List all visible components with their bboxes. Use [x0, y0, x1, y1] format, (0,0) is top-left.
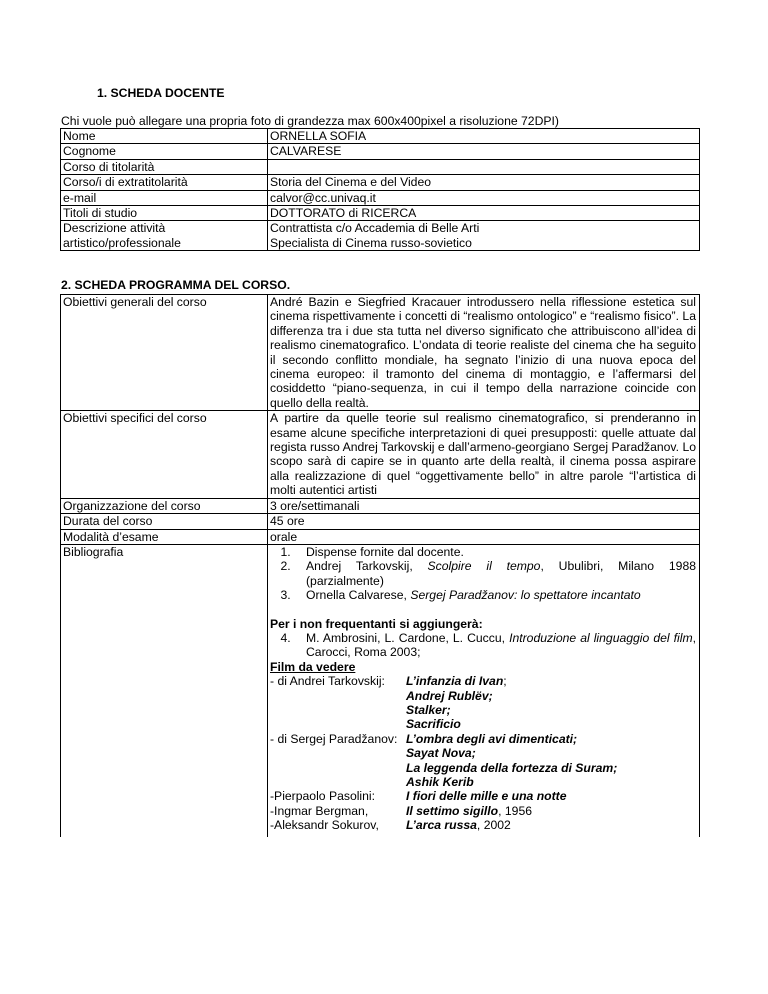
table-row: [61, 129, 700, 144]
row-value: Storia del Cinema e del Video: [268, 175, 700, 190]
film-group-sokurov: [270, 818, 696, 832]
table-row: [61, 544, 700, 836]
list-item: 2. Andrej Tarkovskij, Scolpire il tempo, Ubulibri, Milano 1988 (parzialmente): [294, 559, 696, 588]
row-value: [268, 159, 700, 174]
row-value: 3 ore/settimanali: [268, 498, 700, 513]
row-label: Cognome: [61, 144, 268, 159]
non-frequentanti-heading: Per i non frequentanti si aggiungerà:: [270, 616, 483, 631]
list-item: 3. Ornella Calvarese, Sergej Paradžanov: lo spettatore incantato: [294, 588, 696, 602]
director-label: - di Andrei Tarkovskij:: [270, 674, 385, 689]
obiettivi-specifici-text: A partire da quelle teorie sul realismo cinematografico, si prenderanno in esame alcune specifiche interpretazioni di quei presupposti: quelle attuate dal regista russo Andrej Tarkovskij e dall’armeno-georgiano Sergej Paradžanov. Lo scopo sarà di capire se in quanto arte della realtà, il cinema possa aspirare alla realizzazione di quel “oggettivamente bello” in altre parole “l’artistica di molti autentici artisti: [268, 411, 700, 498]
row-value: ORNELLA SOFIA: [268, 129, 700, 144]
docente-table: [60, 128, 700, 251]
table-row: [61, 498, 700, 513]
row-label: Corso di titolarità: [61, 159, 268, 174]
row-label: Organizzazione del corso: [61, 498, 268, 513]
row-value: 45 ore: [268, 514, 700, 529]
film-title: Sacrificio: [406, 717, 461, 732]
table-row: [61, 221, 700, 251]
row-label: Descrizione attività artistico/professionale: [61, 221, 268, 251]
row-label: Durata del corso: [61, 514, 268, 529]
director-label: -Aleksandr Sokurov,: [270, 818, 379, 833]
row-value-line: Specialista di Cinema russo-sovietico: [270, 235, 472, 250]
film-title: Ashik Kerib: [406, 775, 474, 789]
section-heading-programma: 2. SCHEDA PROGRAMMA DEL CORSO.: [61, 278, 291, 292]
film-group-pasolini: [270, 789, 696, 803]
row-value: orale: [268, 529, 700, 544]
row-label: Nome: [61, 129, 268, 144]
film-title: Sayat Nova;: [406, 746, 476, 761]
obiettivi-generali-text: André Bazin e Siegfried Kracauer introdussero nella riflessione estetica sul cinema rispettivamente i concetti di “realismo ontologico” e “realismo fisico”. La differenza tra i due sta tutta nel diverso significato che attribuiscono all’idea di realismo cinematografico. L’ondata di teorie realiste del cinema che ha seguito il secondo conflitto mondiale, ha segnato l’inizio di una nuova epoca del cinema europeo: il tramonto del cinema di montaggio, e l’affermarsi del cosiddetto “piano-sequenza, in cui il tempo della narrazione coincide con quello della realtà.: [268, 295, 700, 411]
table-row: [61, 529, 700, 544]
film-title: L’infanzia di Ivan;: [406, 674, 507, 689]
row-label: Obiettivi generali del corso: [61, 295, 268, 411]
director-label: -Pierpaolo Pasolini:: [270, 789, 376, 804]
row-value: CALVARESE: [268, 144, 700, 159]
film-group-bergman: [270, 804, 696, 818]
table-row: [61, 190, 700, 205]
film-title: Il settimo sigillo, 1956: [406, 803, 532, 818]
bibliografia-cell: [268, 544, 700, 836]
row-label: Corso/i di extratitolarità: [61, 175, 268, 190]
table-row: [61, 514, 700, 529]
bibliography-list-extra: [270, 631, 696, 660]
table-row: [61, 411, 700, 498]
list-item: 1. Dispense fornite dal docente.: [294, 545, 696, 559]
row-value-line: Contrattista c/o Accademia di Belle Arti: [270, 221, 480, 236]
photo-note: Chi vuole può allegare una propria foto di grandezza max 600x400pixel a risoluzione 72DPI): [61, 114, 559, 128]
film-title: L’arca russa, 2002: [406, 818, 511, 833]
film-heading: Film da vedere: [270, 659, 356, 674]
table-row: [61, 295, 700, 411]
email-value[interactable]: calvor@cc.univaq.it: [268, 190, 700, 205]
table-row: [61, 159, 700, 174]
programma-table: [60, 294, 700, 837]
table-row: [61, 144, 700, 159]
bibliography-list: [270, 545, 696, 603]
film-group-tarkovskij: [270, 674, 696, 732]
row-value: [268, 221, 700, 251]
film-title: Stalker;: [406, 702, 451, 717]
row-label: Titoli di studio: [61, 206, 268, 221]
row-value: DOTTORATO di RICERCA: [268, 206, 700, 221]
row-label: Bibliografia: [61, 544, 268, 836]
row-label: e-mail: [61, 190, 268, 205]
film-title: Andrej Rublëv;: [406, 688, 493, 703]
row-label: Modalità d’esame: [61, 529, 268, 544]
film-title: La leggenda della fortezza di Suram;: [406, 760, 618, 775]
list-item: 4. M. Ambrosini, L. Cardone, L. Cuccu, Introduzione al linguaggio del film, Carocci, Roma 2003;: [294, 631, 696, 660]
film-title: I fiori delle mille e una notte: [406, 789, 567, 804]
film-group-paradzanov: [270, 732, 696, 790]
director-label: -Ingmar Bergman,: [270, 803, 369, 818]
director-label: - di Sergej Paradžanov:: [270, 731, 398, 746]
row-label: Obiettivi specifici del corso: [61, 411, 268, 498]
table-row: [61, 206, 700, 221]
table-row: [61, 175, 700, 190]
film-title: L’ombra degli avi dimenticati;: [406, 731, 578, 746]
section-heading-docente: 1. SCHEDA DOCENTE: [97, 86, 225, 100]
